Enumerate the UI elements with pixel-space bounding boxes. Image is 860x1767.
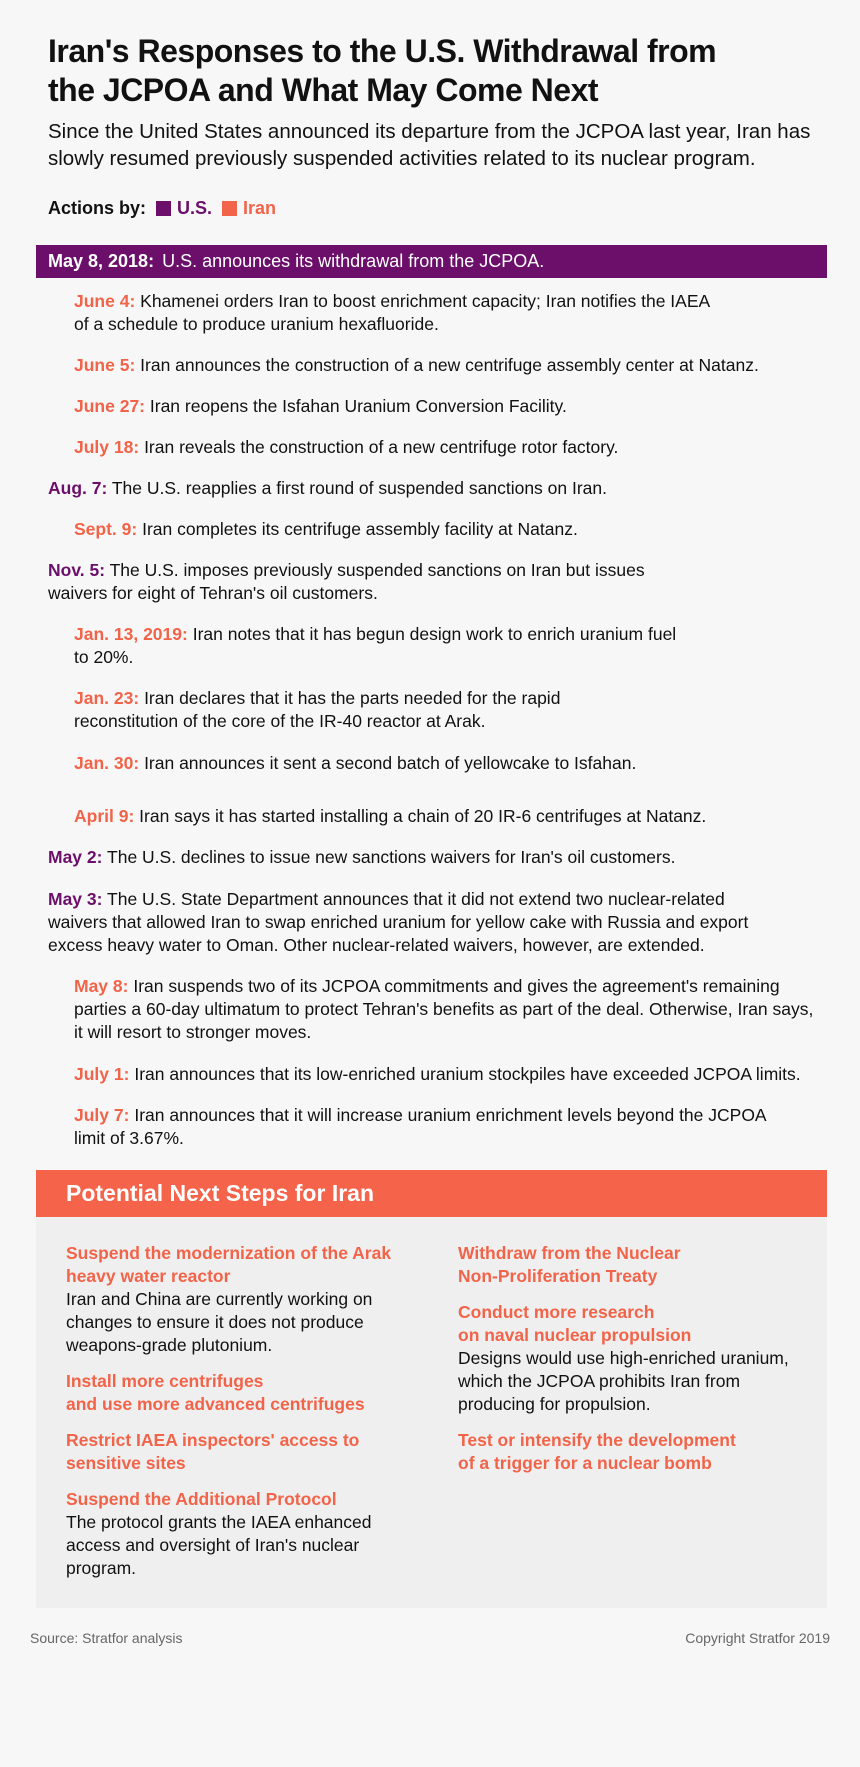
event-date: Jan. 30:	[74, 753, 140, 773]
event-date: July 7:	[74, 1105, 130, 1125]
event-date: July 1:	[74, 1064, 130, 1084]
next-step-item	[458, 1242, 818, 1288]
event-date: June 27:	[74, 396, 145, 416]
timeline-event	[48, 888, 783, 957]
event-text: The U.S. imposes previously suspended sanctions on Iran but issues waivers for eight of Tehran's oil customers.	[48, 560, 645, 603]
legend-label: Actions by:	[48, 198, 147, 218]
timeline-event	[48, 559, 688, 605]
legend-us-label: U.S.	[177, 198, 213, 218]
next-step-item	[66, 1242, 426, 1357]
next-step-description: Iran and China are currently working on changes to ensure it does not produce weapons-grade plutonium.	[66, 1289, 373, 1355]
copyright-note: Copyright Stratfor 2019	[685, 1630, 830, 1646]
timeline-event	[74, 1063, 844, 1086]
timeline-event	[74, 354, 834, 377]
timeline-event	[74, 518, 834, 541]
next-step-title: Suspend the Additional Protocol	[66, 1489, 337, 1509]
timeline-event	[74, 975, 814, 1044]
next-step-description: The protocol grants the IAEA enhanced access and oversight of Iran's nuclear program.	[66, 1512, 372, 1578]
event-text: Iran announces it sent a second batch of yellowcake to Isfahan.	[144, 753, 637, 773]
event-date: April 9:	[74, 806, 135, 826]
next-step-title: Suspend the modernization of the Arak heavy water reactor	[66, 1243, 392, 1286]
event-text: Iran completes its centrifuge assembly facility at Natanz.	[142, 519, 578, 539]
next-step-title: Conduct more research on naval nuclear propulsion	[458, 1302, 692, 1345]
next-step-item	[66, 1429, 426, 1475]
event-text: The U.S. declines to issue new sanctions waivers for Iran's oil customers.	[107, 847, 676, 867]
headline-date: May 8, 2018:	[48, 251, 155, 271]
event-text: Iran declares that it has the parts needed for the rapid reconstitution of the core of the IR-40 reactor at Arak.	[74, 688, 561, 731]
next-step-item	[66, 1370, 426, 1416]
source-note: Source: Stratfor analysis	[30, 1630, 183, 1646]
legend-us-swatch	[156, 201, 171, 216]
event-date: Sept. 9:	[74, 519, 138, 539]
event-text: Iran announces the construction of a new centrifuge assembly center at Natanz.	[140, 355, 759, 375]
event-text: The U.S. reapplies a first round of suspended sanctions on Iran.	[111, 478, 608, 498]
timeline-event	[74, 687, 614, 733]
event-text: Iran suspends two of its JCPOA commitments and gives the agreement's remaining parties a 60-day ultimatum to protect Tehran's benefits as part of the deal. Otherwise, Iran says, it will resort to stronger moves.	[74, 976, 814, 1042]
withdrawal-headline	[36, 245, 827, 278]
next-step-title: Install more centrifuges and use more advanced centrifuges	[66, 1371, 365, 1414]
next-steps-header: Potential Next Steps for Iran	[36, 1170, 827, 1217]
event-text: Iran reveals the construction of a new centrifuge rotor factory.	[144, 437, 619, 457]
event-date: Aug. 7:	[48, 478, 108, 498]
event-date: Jan. 13, 2019:	[74, 624, 188, 644]
timeline-event	[74, 395, 834, 418]
event-text: Iran says it has started installing a chain of 20 IR-6 centrifuges at Natanz.	[139, 806, 707, 826]
event-text: Khamenei orders Iran to boost enrichment capacity; Iran notifies the IAEA of a schedule to produce uranium hexafluoride.	[74, 291, 710, 334]
event-date: June 5:	[74, 355, 136, 375]
legend-iran-swatch	[222, 201, 237, 216]
event-text: Iran announces that it will increase uranium enrichment levels beyond the JCPOA limit of 3.67%.	[74, 1105, 766, 1148]
event-date: Jan. 23:	[74, 688, 140, 708]
next-step-item	[66, 1488, 426, 1580]
page-title: Iran's Responses to the U.S. Withdrawal from the JCPOA and What May Come Next	[48, 33, 717, 108]
timeline-event	[74, 752, 834, 775]
event-date: July 18:	[74, 437, 140, 457]
next-step-item	[458, 1429, 818, 1475]
event-text: Iran reopens the Isfahan Uranium Conversion Facility.	[149, 396, 567, 416]
legend	[48, 198, 276, 219]
timeline-event	[74, 290, 714, 336]
event-date: Nov. 5:	[48, 560, 106, 580]
timeline-event	[48, 477, 808, 500]
timeline-event	[74, 1104, 794, 1150]
timeline-event	[74, 623, 684, 669]
event-date: May 2:	[48, 847, 103, 867]
event-text: The U.S. State Department announces that it did not extend two nuclear-related waivers that allowed Iran to swap enriched uranium for yellow cake with Russia and export excess heavy water to Oman. Other nuclear-related waivers, however, are extended.	[48, 889, 749, 955]
next-step-item	[458, 1301, 818, 1416]
event-text: Iran announces that its low-enriched uranium stockpiles have exceeded JCPOA limits.	[134, 1064, 801, 1084]
timeline-event	[74, 436, 834, 459]
next-step-title: Test or intensify the development of a trigger for a nuclear bomb	[458, 1430, 736, 1473]
event-date: May 3:	[48, 889, 103, 909]
page-subtitle: Since the United States announced its departure from the JCPOA last year, Iran has slowly resumed previously suspended activities related to its nuclear program.	[48, 120, 811, 170]
timeline-event	[48, 846, 808, 869]
next-step-title: Restrict IAEA inspectors' access to sensitive sites	[66, 1430, 360, 1473]
event-text: Iran notes that it has begun design work to enrich uranium fuel to 20%.	[74, 624, 677, 667]
timeline-event	[74, 805, 834, 828]
event-date: June 4:	[74, 291, 136, 311]
next-step-description: Designs would use high-enriched uranium, which the JCPOA prohibits Iran from producing for propulsion.	[458, 1348, 789, 1414]
event-date: May 8:	[74, 976, 129, 996]
headline-text: U.S. announces its withdrawal from the JCPOA.	[162, 251, 545, 271]
legend-iran-label: Iran	[243, 198, 277, 218]
next-step-title: Withdraw from the Nuclear Non-Proliferation Treaty	[458, 1243, 681, 1286]
